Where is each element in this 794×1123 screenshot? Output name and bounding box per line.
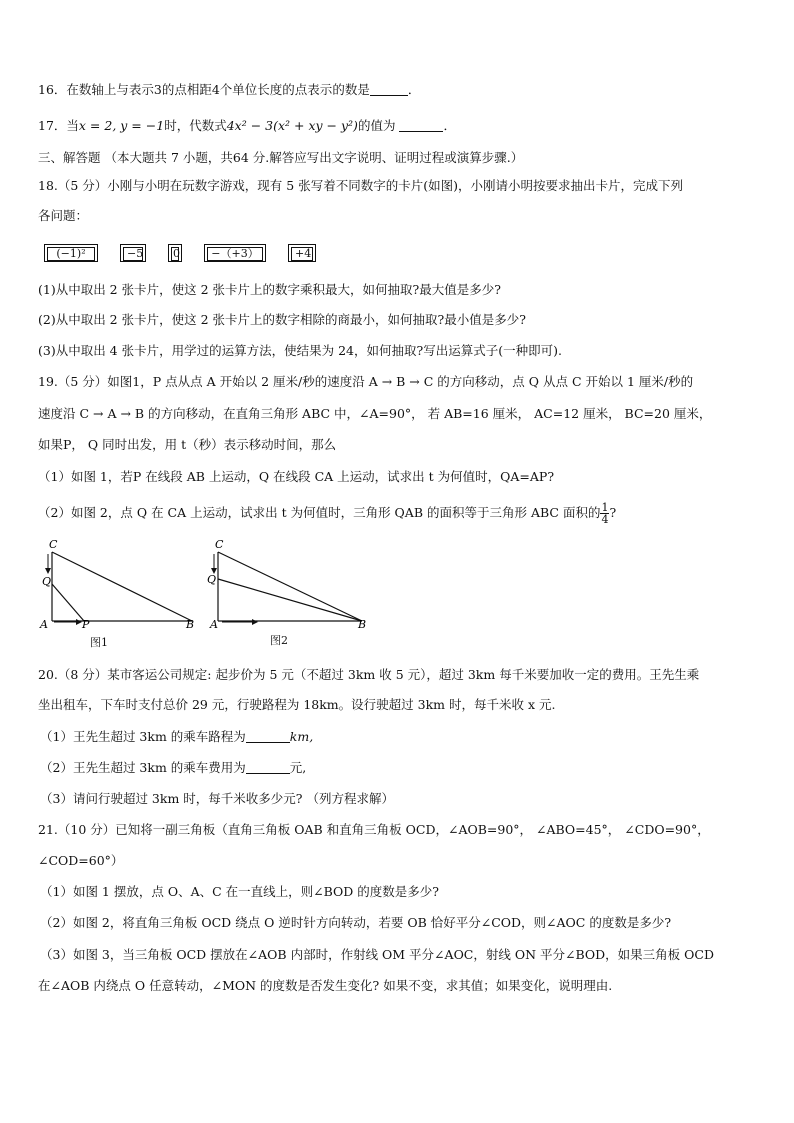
q20-part-3: （3）请问行驶超过 3km 时，每千米收多少元? （列方程求解） — [40, 791, 394, 806]
q18-part-3: (3)从中取出 4 张卡片，用学过的运算方法，使结果为 24，如何抽取?写出运算式子(一种即可). — [38, 343, 562, 358]
fig1-caption: 图1 — [90, 636, 108, 649]
q19-part-1: （1）如图 1，若P 在线段 AB 上运动，Q 在线段 CA 上运动，试求出 t 为何值时，QA=AP? — [38, 469, 555, 484]
q18-part-2: (2)从中取出 2 张卡片，使这 2 张卡片上的数字相除的商最小，如何抽取?最小值是多少? — [38, 312, 526, 327]
question-21-line1: 21.（10 分）已知将一副三角板（直角三角板 OAB 和直角三角板 OCD，∠AOB=90°， ∠ABO=45°， ∠CDO=90°， — [38, 822, 710, 837]
q20-part-1: （1）王先生超过 3km 的乘车路程为 km, — [40, 729, 314, 744]
card-3: 0 — [168, 244, 182, 262]
card-4: −（+3） — [204, 244, 266, 262]
q21-part-3-cont: 在∠AOB 内绕点 O 任意转动，∠MON 的度数是否发生变化? 如果不变，求其值；如果变化，说明理由. — [38, 978, 613, 993]
fig1-label-p: P — [82, 618, 90, 631]
fig1-label-b: B — [186, 618, 195, 631]
figure-2 — [204, 536, 374, 636]
question-18-line2: 各问题： — [38, 208, 89, 223]
fig2-label-c: C — [215, 538, 224, 551]
question-16: 16．在数轴上与表示3的点相距4个单位长度的点表示的数是 ． — [38, 82, 421, 97]
figure-1 — [38, 536, 208, 636]
q21-part-2: （2）如图 2，将直角三角板 OCD 绕点 O 逆时针方向转动，若要 OB 恰好平分∠COD，则∠AOC 的度数是多少? — [40, 915, 672, 930]
q19-part-2: （2）如图 2，点 Q 在 CA 上运动，试求出 t 为何值时，三角形 QAB 的面积等于三角形 ABC 面积的 $\frac{1}{4}$ ? — [38, 501, 617, 526]
q20-distance-blank[interactable] — [246, 728, 290, 743]
section-3-heading: 三、解答题 （本大题共 7 小题，共64 分.解答应写出文字说明、证明过程或演算步骤.） — [38, 150, 524, 165]
fig2-caption: 图2 — [270, 634, 288, 647]
fraction-one-quarter: $\frac{1}{4}$ — [601, 501, 609, 526]
q20-part-2: （2）王先生超过 3km 的乘车费用为 元, — [40, 760, 307, 775]
q17-answer-blank[interactable] — [399, 117, 443, 132]
q18-part-1: (1)从中取出 2 张卡片，使这 2 张卡片上的数字乘积最大，如何抽取?最大值是多少? — [38, 282, 501, 297]
card-1: (−1)² — [44, 244, 98, 262]
fig2-label-a: A — [210, 618, 218, 631]
card-5: +4 — [288, 244, 316, 262]
card-2: −5 — [120, 244, 146, 262]
q17-condition: x = 2, y = −1 — [78, 118, 165, 133]
fig1-label-q: Q — [42, 575, 52, 588]
question-19-line1: 19.（5 分）如图1，P 点从点 A 开始以 2 厘米/秒的速度沿 A → B → C 的方向移动，点 Q 从点 C 开始以 1 厘米/秒的 — [38, 374, 694, 389]
number-cards — [44, 244, 444, 266]
q21-part-3: （3）如图 3，当三角板 OCD 摆放在∠AOB 内部时，作射线 OM 平分∠AOC，射线 ON 平分∠BOD，如果三角板 OCD — [40, 947, 714, 962]
fig1-label-c: C — [49, 538, 58, 551]
fig1-label-a: A — [40, 618, 48, 631]
q21-part-1: （1）如图 1 摆放，点 O、A、C 在一直线上，则∠BOD 的度数是多少? — [40, 884, 439, 899]
question-21-line2: ∠COD=60°） — [38, 853, 124, 868]
q17-expression: 4x² − 3(x² + xy − y²) — [226, 118, 358, 133]
question-17: 17．当x = 2, y = −1时，代数式4x² − 3(x² + xy − y²)的值为 ． — [38, 118, 456, 133]
question-20-line1: 20.（8 分）某市客运公司规定: 起步价为 5 元（不超过 3km 收 5 元），超过 3km 每千米要加收一定的费用。王先生乘 — [38, 667, 700, 682]
question-19-line2: 速度沿 C → A → B 的方向移动，在直角三角形 ABC 中，∠A=90°， 若 AB=16 厘米， AC=12 厘米， BC=20 厘米， — [38, 406, 712, 421]
question-18-line1: 18.（5 分）小刚与小明在玩数字游戏，现有 5 张写着不同数字的卡片(如图)，小刚请小明按要求抽出卡片，完成下列 — [38, 178, 683, 193]
q16-answer-blank[interactable] — [370, 81, 408, 96]
question-19-line3: 如果P， Q 同时出发，用 t（秒）表示移动时间，那么 — [38, 437, 337, 452]
q16-text: 16．在数轴上与表示3的点相距4个单位长度的点表示的数是 — [38, 82, 370, 97]
q20-fee-blank[interactable] — [246, 759, 290, 774]
fig2-label-q: Q — [207, 573, 217, 586]
fig2-label-b: B — [358, 618, 367, 631]
question-20-line2: 坐出租车，下车时支付总价 29 元，行驶路程为 18km。设行驶超过 3km 时，每千米收 x 元. — [38, 697, 556, 712]
